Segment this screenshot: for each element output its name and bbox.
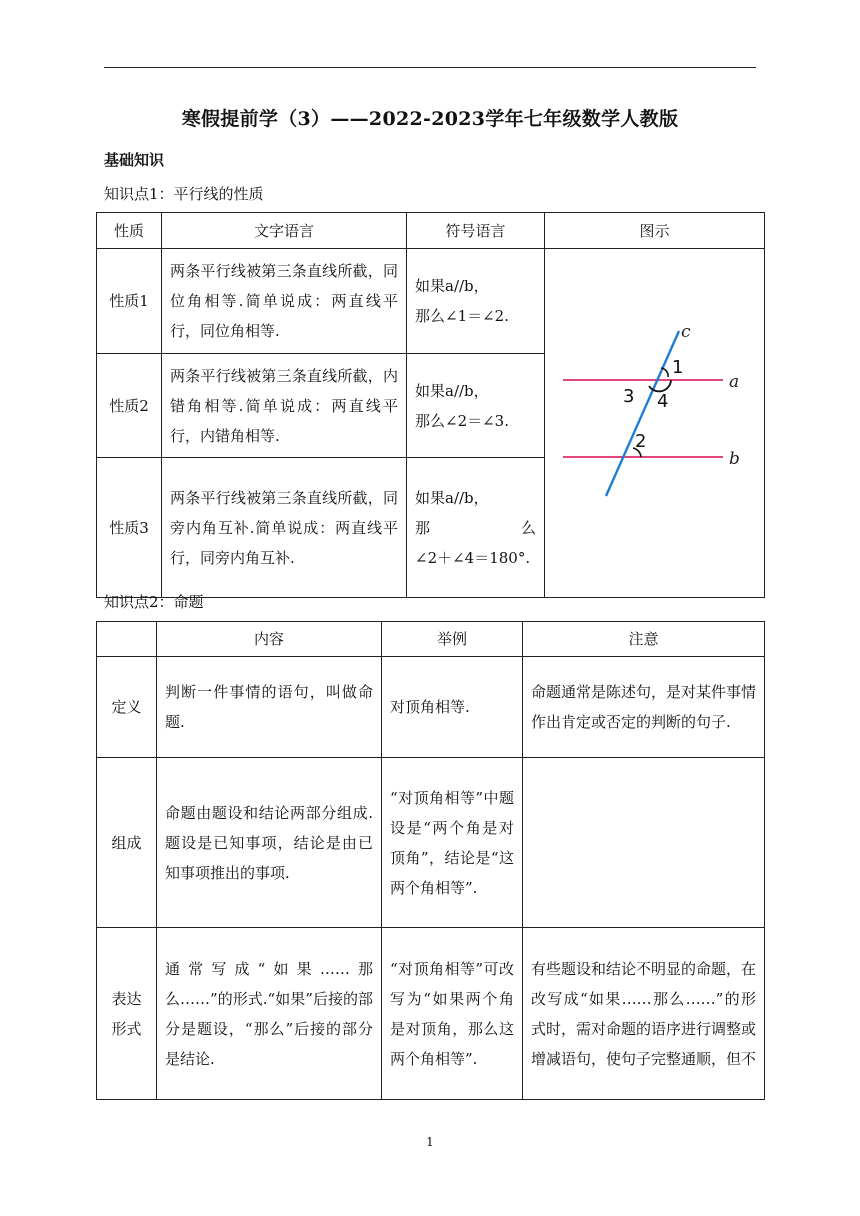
column-header: 举例 bbox=[382, 622, 523, 657]
section-heading: 基础知识 bbox=[104, 151, 165, 169]
property-symbol bbox=[407, 249, 545, 354]
note-cell: 命题通常是陈述句，是对某件事情作出肯定或否定的判断的句子. bbox=[523, 657, 765, 758]
table-header-row bbox=[97, 622, 765, 657]
angle-3-label: 3 bbox=[623, 386, 635, 407]
property-name: 性质2 bbox=[97, 353, 162, 458]
example-cell: “对顶角相等”可改写为“如果两个角是对顶角，那么这两个角相等”. bbox=[382, 928, 523, 1100]
column-header: 注意 bbox=[523, 622, 765, 657]
column-header: 符号语言 bbox=[407, 213, 545, 249]
note-cell bbox=[523, 758, 765, 928]
knowledge-point-2-label: 知识点2：命题 bbox=[104, 593, 204, 611]
property-name: 性质1 bbox=[97, 249, 162, 354]
example-cell: “对顶角相等”中题设是“两个角是对顶角”，结论是“这两个角相等”. bbox=[382, 758, 523, 928]
table-row bbox=[97, 249, 765, 354]
example-cell: 对顶角相等. bbox=[382, 657, 523, 758]
page-number: 1 bbox=[426, 1135, 434, 1149]
symbol-line: 如果a//b， bbox=[415, 276, 489, 295]
column-header bbox=[97, 622, 157, 657]
property-text: 两条平行线被第三条直线所截，同位角相等.简单说成：两直线平行，同位角相等. bbox=[162, 249, 407, 354]
column-header: 性质 bbox=[97, 213, 162, 249]
property-symbol bbox=[407, 353, 545, 458]
content-cell: 判断一件事情的语句，叫做命题. bbox=[157, 657, 382, 758]
row-label-line: 表达 bbox=[111, 989, 142, 1008]
label-b: b bbox=[729, 449, 740, 469]
property-text: 两条平行线被第三条直线所截，同旁内角互补.简单说成：两直线平行，同旁内角互补. bbox=[162, 458, 407, 598]
angle-4-arc bbox=[649, 380, 671, 391]
angle-2-label: 2 bbox=[635, 431, 647, 452]
note-cell: 有些题设和结论不明显的命题，在改写成“如果……那么……”的形式时，需对命题的语序进行调整或增减语句，使句子完整通顺，但不 bbox=[523, 928, 765, 1100]
table-row bbox=[97, 657, 765, 758]
symbol-line: 那么∠1＝∠2. bbox=[415, 306, 509, 325]
property-symbol bbox=[407, 458, 545, 598]
symbol-line: 那么∠2＝∠3. bbox=[415, 411, 509, 430]
proposition-table bbox=[96, 621, 765, 1100]
row-label bbox=[97, 928, 157, 1100]
row-label: 定义 bbox=[97, 657, 157, 758]
angle-4-label: 4 bbox=[657, 391, 669, 412]
table-row bbox=[97, 758, 765, 928]
header-rule bbox=[104, 67, 756, 68]
parallel-lines-diagram bbox=[545, 249, 765, 587]
document-title: 寒假提前学（3）——2022-2023学年七年级数学人教版 bbox=[181, 108, 679, 130]
knowledge-point-1-label: 知识点1：平行线的性质 bbox=[104, 185, 264, 203]
symbol-line: 如果a//b， bbox=[415, 381, 489, 400]
column-header: 内容 bbox=[157, 622, 382, 657]
table-header-row bbox=[97, 213, 765, 249]
column-header: 图示 bbox=[545, 213, 765, 249]
symbol-line bbox=[415, 513, 536, 543]
label-c: c bbox=[681, 322, 691, 342]
symbol-line: 如果a//b， bbox=[415, 488, 489, 507]
content-cell: 命题由题设和结论两部分组成.题设是已知事项，结论是由已知事项推出的事项. bbox=[157, 758, 382, 928]
parallel-properties-table bbox=[96, 212, 765, 598]
symbol-fragment: 么 bbox=[520, 518, 536, 537]
symbol-line: ∠2＋∠4＝180°. bbox=[415, 548, 531, 567]
symbol-fragment: 那 bbox=[415, 518, 431, 537]
property-text: 两条平行线被第三条直线所截，内错角相等.简单说成：两直线平行，内错角相等. bbox=[162, 353, 407, 458]
transversal-c bbox=[606, 331, 679, 496]
angle-1-label: 1 bbox=[672, 357, 684, 378]
property-name: 性质3 bbox=[97, 458, 162, 598]
row-label-line: 形式 bbox=[111, 1019, 142, 1038]
parallel-lines-figure-cell bbox=[545, 249, 765, 598]
content-cell: 通常写成“如果……那么……”的形式.“如果”后接的部分是题设，“那么”后接的部分是结论. bbox=[157, 928, 382, 1100]
row-label: 组成 bbox=[97, 758, 157, 928]
label-a: a bbox=[729, 372, 740, 392]
table-row bbox=[97, 928, 765, 1100]
column-header: 文字语言 bbox=[162, 213, 407, 249]
